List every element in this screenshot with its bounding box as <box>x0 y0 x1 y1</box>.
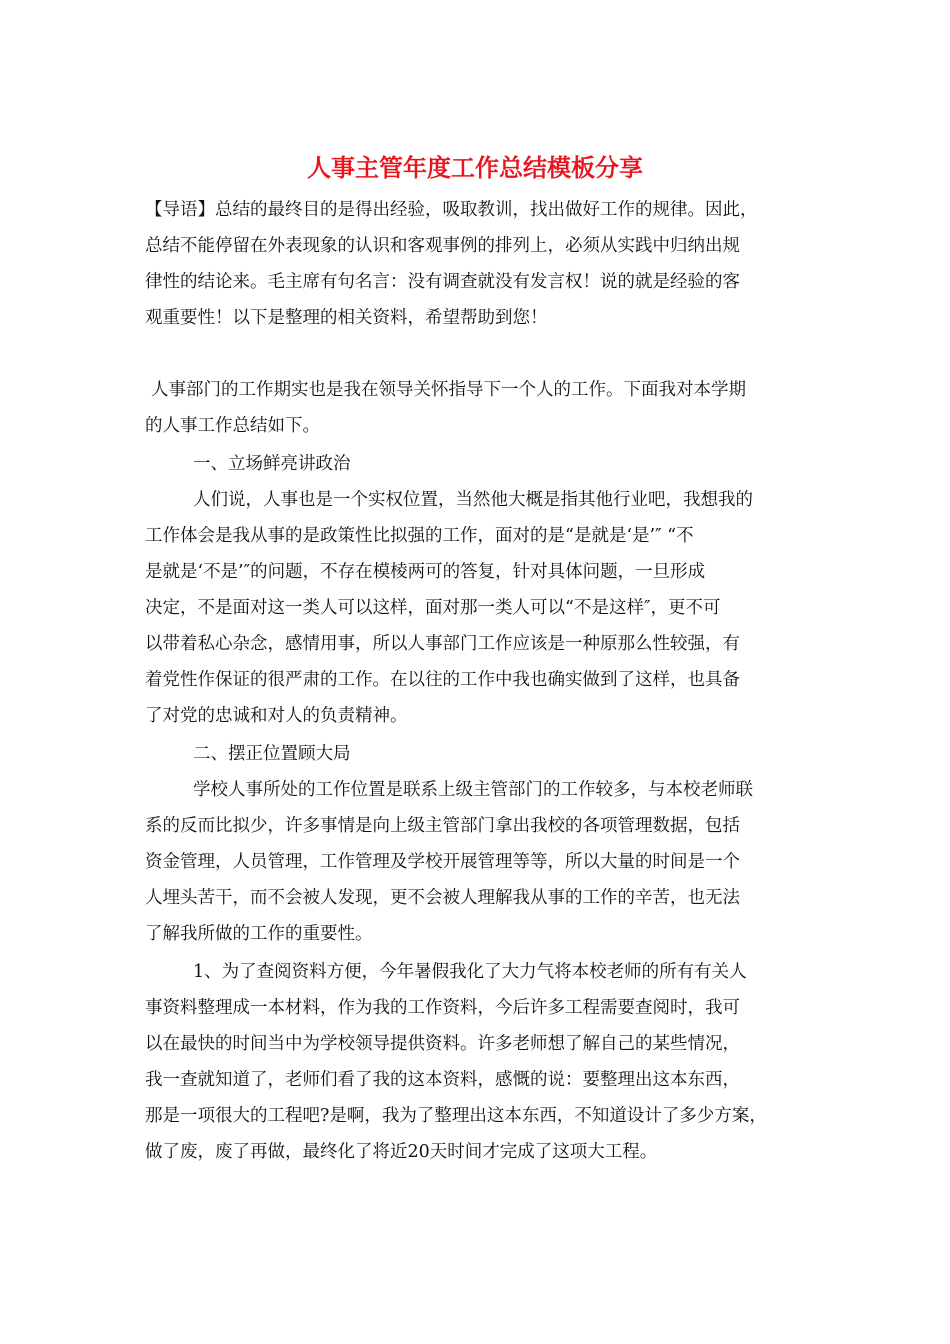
paragraph-line: 了解我所做的工作的重要性。 <box>145 924 373 944</box>
paragraph-line: 工作体会是我从事的是政策性比拟强的工作，面对的是“是就是‘是’″ “不 <box>145 526 694 546</box>
intro-paragraph <box>145 192 815 336</box>
document-title: 人事主管年度工作总结模板分享 <box>307 153 643 182</box>
section-2-paragraph <box>145 772 815 952</box>
section-heading: 一、立场鲜亮讲政治 <box>193 454 351 474</box>
intro-line: 总结不能停留在外表现象的认识和客观事例的排列上，必须从实践中归纳出规 <box>145 236 740 256</box>
opening-line: 人事部门的工作期实也是我在领导关怀指导下一个人的工作。下面我对本学期 <box>151 380 746 400</box>
paragraph-line: 事资料整理成一本材料，作为我的工作资料，今后许多工程需要查阅时，我可 <box>145 998 740 1018</box>
paragraph-line: 做了废，废了再做，最终化了将近20天时间才完成了这项大工程。 <box>145 1142 658 1162</box>
section-heading: 二、摆正位置顾大局 <box>193 744 351 764</box>
intro-line: 律性的结论来。毛主席有句名言：没有调查就没有发言权！说的就是经验的客 <box>145 272 740 292</box>
paragraph-line: 人们说，人事也是一个实权位置，当然他大概是指其他行业吧，我想我的 <box>193 490 753 510</box>
section-heading-1 <box>145 446 815 482</box>
paragraph-line: 人埋头苦干，而不会被人发现，更不会被人理解我从事的工作的辛苦，也无法 <box>145 888 740 908</box>
paragraph-line: 以带着私心杂念，感情用事，所以人事部门工作应该是一种原那么性较强，有 <box>145 634 740 654</box>
paragraph-line: 是就是‘不是’″的问题，不存在模棱两可的答复，针对具体问题，一旦形成 <box>145 562 706 582</box>
paragraph-line: 学校人事所处的工作位置是联系上级主管部门的工作较多，与本校老师联 <box>193 780 753 800</box>
paragraph-line: 我一查就知道了，老师们看了我的这本资料，感慨的说：要整理出这本东西， <box>145 1070 740 1090</box>
opening-paragraph <box>145 372 815 444</box>
section-1-paragraph <box>145 482 815 734</box>
paragraph-line: 1、为了查阅资料方便，今年暑假我化了大力气将本校老师的所有有关人 <box>193 962 747 982</box>
intro-line: 观重要性！以下是整理的相关资料，希望帮助到您！ <box>145 308 548 328</box>
paragraph-line: 系的反而比拟少，许多事情是向上级主管部门拿出我校的各项管理数据，包括 <box>145 816 740 836</box>
paragraph-line: 以在最快的时间当中为学校领导提供资料。许多老师想了解自己的某些情况， <box>145 1034 740 1054</box>
opening-line: 的人事工作总结如下。 <box>145 416 320 436</box>
intro-line: 【导语】总结的最终目的是得出经验，吸取教训，找出做好工作的规律。因此， <box>145 200 758 220</box>
paragraph-line: 那是一项很大的工程吧?是啊，我为了整理出这本东西，不知道设计了多少方案， <box>145 1106 767 1126</box>
paragraph-line: 着党性作保证的很严肃的工作。在以往的工作中我也确实做到了这样，也具备 <box>145 670 740 690</box>
paragraph-line: 了对党的忠诚和对人的负责精神。 <box>145 706 408 726</box>
paragraph-line: 决定，不是面对这一类人可以这样，面对那一类人可以“不是这样″，更不可 <box>145 598 721 618</box>
section-heading-2 <box>145 736 815 772</box>
paragraph-line: 资金管理，人员管理，工作管理及学校开展管理等等，所以大量的时间是一个 <box>145 852 740 872</box>
item-1-paragraph <box>145 954 815 1170</box>
